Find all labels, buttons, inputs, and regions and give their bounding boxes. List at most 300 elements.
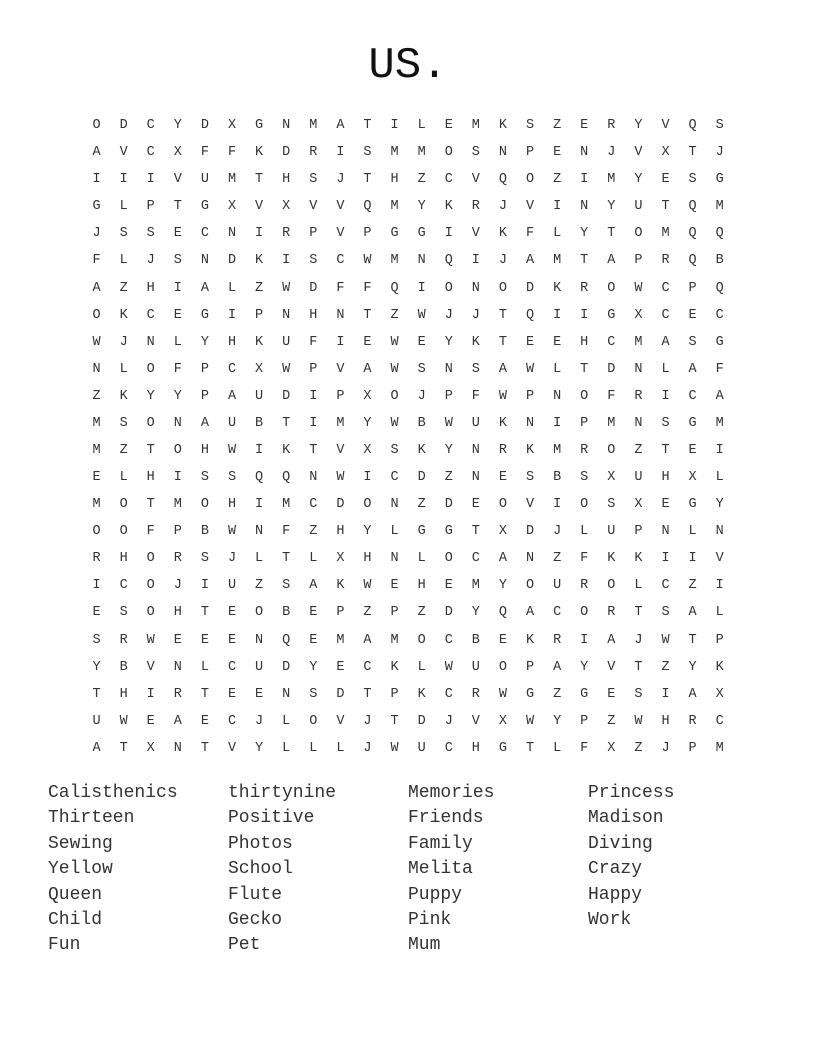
grid-cell: M — [336, 415, 345, 431]
grid-cell: D — [282, 659, 291, 675]
grid-row — [83, 356, 733, 383]
grid-cell: Y — [553, 713, 562, 729]
grid-cell: N — [661, 524, 670, 540]
grid-cell: J — [92, 226, 101, 242]
word-column — [48, 781, 228, 959]
grid-cell: T — [92, 686, 101, 702]
grid-cell: I — [92, 578, 101, 594]
grid-cell: C — [661, 578, 670, 594]
grid-cell: C — [227, 713, 237, 729]
grid-cell: I — [200, 578, 209, 594]
grid-cell: Z — [363, 605, 372, 621]
grid-cell: Y — [363, 524, 372, 540]
grid-cell: T — [580, 361, 589, 377]
grid-cell: N — [498, 145, 507, 161]
grid-cell: Z — [417, 605, 426, 621]
grid-cell: K — [498, 415, 507, 431]
grid-cell: P — [255, 307, 264, 323]
grid-cell: I — [282, 253, 291, 269]
grid-cell: Z — [309, 524, 318, 540]
grid-cell: E — [146, 713, 155, 729]
grid-cell: Y — [607, 199, 616, 215]
grid-cell: M — [282, 497, 291, 513]
grid-cell: P — [444, 388, 453, 404]
grid-cell: X — [688, 470, 697, 486]
grid-cell: T — [173, 199, 182, 215]
grid-cell: G — [200, 199, 209, 215]
grid-cell: Y — [417, 199, 426, 215]
grid-cell: X — [498, 713, 507, 729]
grid-cell: R — [580, 280, 589, 296]
grid-cell: O — [146, 578, 155, 594]
grid-cell: B — [715, 253, 724, 269]
grid-cell: F — [363, 280, 372, 296]
grid-cell: B — [471, 632, 480, 648]
grid-cell: O — [119, 497, 128, 513]
grid-cell: P — [634, 253, 643, 269]
grid-cell: C — [200, 226, 209, 242]
grid-cell: S — [525, 470, 535, 486]
grid-cell: K — [255, 253, 264, 269]
grid-row — [83, 302, 733, 329]
grid-cell: F — [607, 388, 616, 404]
grid-cell: Z — [553, 551, 562, 567]
word-item: Photos — [228, 833, 293, 854]
grid-cell: N — [471, 442, 480, 458]
grid-cell: A — [688, 605, 697, 621]
grid-cell: I — [255, 497, 264, 513]
grid-cell: U — [227, 578, 237, 594]
grid-cell: N — [255, 632, 264, 648]
grid-cell: W — [390, 740, 399, 756]
grid-cell: K — [607, 551, 616, 567]
grid-cell: G — [525, 686, 535, 702]
grid-cell: D — [444, 497, 453, 513]
grid-cell: K — [390, 659, 399, 675]
grid-cell: O — [92, 118, 101, 134]
grid-cell: M — [92, 497, 101, 513]
grid-cell: Q — [363, 199, 372, 215]
grid-cell: G — [417, 524, 426, 540]
grid-cell: A — [92, 145, 101, 161]
word-item: Thirteen — [48, 808, 135, 829]
word-list — [48, 781, 768, 959]
grid-cell: V — [336, 713, 345, 729]
grid-cell: E — [444, 578, 453, 594]
grid-cell: K — [498, 118, 507, 134]
word-item: Pet — [228, 935, 261, 956]
grid-cell: S — [282, 578, 291, 594]
grid-cell: O — [146, 605, 155, 621]
grid-cell: X — [255, 361, 264, 377]
grid-row — [83, 383, 733, 410]
grid-cell: P — [688, 740, 697, 756]
grid-cell: I — [553, 199, 562, 215]
grid-cell: W — [444, 659, 453, 675]
grid-cell: E — [525, 334, 535, 350]
grid-cell: O — [200, 497, 209, 513]
grid-cell: K — [119, 307, 128, 323]
grid-cell: V — [336, 361, 345, 377]
grid-cell: O — [119, 524, 128, 540]
word-item: Mum — [408, 935, 441, 956]
grid-cell: L — [417, 118, 426, 134]
grid-cell: U — [553, 578, 562, 594]
grid-cell: Z — [634, 442, 643, 458]
grid-cell: W — [92, 334, 101, 350]
grid-cell: W — [390, 361, 399, 377]
grid-cell: M — [607, 415, 616, 431]
grid-row — [83, 708, 733, 735]
grid-cell: Y — [363, 415, 372, 431]
grid-cell: O — [580, 605, 589, 621]
grid-cell: S — [146, 226, 155, 242]
grid-cell: Q — [282, 470, 291, 486]
grid-row — [83, 626, 733, 653]
grid-cell: O — [309, 713, 318, 729]
grid-cell: K — [255, 334, 264, 350]
grid-cell: N — [525, 415, 535, 431]
grid-cell: C — [661, 307, 670, 323]
grid-row — [83, 464, 733, 491]
grid-cell: V — [309, 199, 318, 215]
grid-cell: C — [146, 307, 155, 323]
grid-cell: N — [282, 686, 291, 702]
grid-cell: P — [715, 632, 724, 648]
grid-cell: X — [634, 497, 643, 513]
word-item: Yellow — [48, 859, 113, 880]
grid-cell: B — [119, 659, 128, 675]
grid-cell: C — [688, 388, 697, 404]
grid-cell: L — [309, 551, 318, 567]
grid-cell: X — [607, 740, 616, 756]
grid-cell: N — [553, 388, 562, 404]
grid-cell: R — [607, 605, 616, 621]
grid-cell: Q — [498, 605, 507, 621]
grid-cell: N — [173, 740, 182, 756]
grid-cell: O — [525, 578, 535, 594]
grid-cell: S — [715, 118, 724, 134]
grid-cell: W — [634, 713, 643, 729]
grid-cell: Q — [255, 470, 264, 486]
grid-cell: K — [282, 442, 291, 458]
grid-cell: H — [146, 280, 155, 296]
grid-cell: C — [715, 307, 724, 323]
grid-cell: F — [471, 388, 480, 404]
grid-cell: X — [363, 442, 372, 458]
word-item: Flute — [228, 884, 283, 905]
grid-cell: Z — [607, 713, 616, 729]
grid-cell: N — [92, 361, 101, 377]
grid-cell: O — [417, 632, 426, 648]
grid-cell: H — [282, 172, 291, 188]
grid-cell: F — [92, 253, 101, 269]
grid-cell: E — [173, 307, 182, 323]
grid-cell: C — [444, 172, 453, 188]
grid-cell: J — [417, 388, 426, 404]
grid-cell: O — [498, 280, 507, 296]
grid-cell: I — [580, 172, 589, 188]
grid-cell: J — [444, 713, 453, 729]
grid-cell: W — [363, 578, 372, 594]
grid-cell: K — [634, 551, 643, 567]
grid-cell: Z — [92, 388, 101, 404]
grid-cell: Q — [498, 172, 507, 188]
grid-row — [83, 274, 733, 301]
grid-cell: L — [282, 740, 291, 756]
grid-cell: M — [173, 497, 182, 513]
grid-cell: W — [634, 280, 643, 296]
grid-cell: P — [525, 145, 535, 161]
grid-cell: Y — [634, 118, 643, 134]
grid-cell: O — [92, 307, 101, 323]
grid-row — [83, 572, 733, 599]
grid-cell: I — [661, 686, 670, 702]
grid-cell: N — [444, 361, 453, 377]
grid-cell: L — [119, 199, 128, 215]
grid-cell: I — [309, 415, 318, 431]
grid-cell: K — [417, 686, 426, 702]
grid-cell: F — [282, 524, 291, 540]
grid-cell: T — [119, 740, 128, 756]
word-item: Calisthenics — [48, 783, 178, 803]
word-column — [228, 781, 408, 959]
grid-cell: I — [417, 280, 426, 296]
grid-cell: P — [173, 524, 182, 540]
grid-cell: H — [146, 470, 155, 486]
grid-cell: Z — [417, 497, 426, 513]
grid-cell: J — [336, 172, 345, 188]
grid-cell: M — [471, 578, 480, 594]
grid-cell: E — [200, 632, 209, 648]
grid-cell: R — [607, 118, 616, 134]
grid-cell: K — [444, 199, 453, 215]
grid-cell: C — [661, 280, 670, 296]
grid-cell: O — [92, 524, 101, 540]
grid-row — [83, 112, 733, 139]
grid-cell: V — [336, 199, 345, 215]
grid-cell: A — [553, 659, 562, 675]
grid-cell: S — [200, 551, 209, 567]
grid-cell: S — [661, 415, 670, 431]
grid-cell: H — [580, 334, 589, 350]
grid-cell: C — [227, 659, 237, 675]
grid-cell: W — [336, 470, 345, 486]
grid-cell: H — [173, 605, 182, 621]
grid-cell: S — [309, 172, 318, 188]
word-item: Friends — [408, 808, 484, 829]
grid-cell: Y — [173, 388, 182, 404]
grid-cell: N — [580, 199, 589, 215]
grid-cell: W — [498, 686, 507, 702]
grid-cell: Z — [255, 578, 264, 594]
grid-cell: A — [227, 388, 237, 404]
grid-cell: S — [173, 253, 182, 269]
grid-cell: P — [309, 361, 318, 377]
word-item: Puppy — [408, 884, 463, 905]
grid-cell: N — [634, 415, 643, 431]
grid-cell: H — [336, 524, 345, 540]
grid-row — [83, 166, 733, 193]
grid-cell: N — [309, 470, 318, 486]
grid-cell: U — [634, 199, 643, 215]
grid-cell: W — [282, 361, 291, 377]
grid-cell: I — [255, 226, 264, 242]
grid-cell: Z — [417, 172, 426, 188]
grid-cell: I — [309, 388, 318, 404]
grid-cell: Q — [282, 632, 291, 648]
grid-cell: E — [580, 118, 589, 134]
word-item: Family — [408, 833, 473, 854]
grid-cell: V — [173, 172, 182, 188]
grid-cell: M — [417, 145, 426, 161]
grid-cell: V — [525, 199, 535, 215]
grid-row — [83, 437, 733, 464]
grid-cell: H — [200, 442, 209, 458]
grid-cell: S — [471, 361, 480, 377]
grid-cell: I — [336, 145, 345, 161]
grid-cell: A — [309, 578, 318, 594]
grid-cell: V — [336, 442, 345, 458]
grid-row — [83, 220, 733, 247]
grid-cell: Q — [688, 226, 697, 242]
grid-cell: T — [282, 415, 291, 431]
grid-cell: Z — [119, 442, 128, 458]
grid-cell: Z — [553, 172, 562, 188]
grid-cell: Y — [309, 659, 318, 675]
grid-cell: N — [390, 497, 399, 513]
grid-cell: L — [227, 280, 237, 296]
grid-cell: E — [498, 632, 507, 648]
grid-row — [83, 518, 733, 545]
grid-cell: I — [146, 686, 155, 702]
grid-cell: Q — [390, 280, 399, 296]
grid-cell: L — [634, 578, 643, 594]
grid-cell: J — [715, 145, 724, 161]
grid-cell: C — [390, 470, 399, 486]
grid-cell: V — [525, 497, 535, 513]
grid-cell: C — [471, 551, 480, 567]
grid-cell: C — [119, 578, 128, 594]
grid-cell: E — [227, 605, 237, 621]
grid-cell: U — [255, 388, 264, 404]
grid-cell: P — [390, 605, 399, 621]
grid-cell: P — [336, 605, 345, 621]
grid-cell: Q — [715, 280, 724, 296]
word-item: Diving — [588, 833, 653, 854]
grid-cell: L — [661, 361, 670, 377]
grid-cell: I — [173, 470, 182, 486]
grid-cell: N — [173, 659, 182, 675]
word-item: Work — [588, 909, 632, 930]
grid-cell: N — [282, 118, 291, 134]
grid-row — [83, 735, 733, 762]
word-item: Queen — [48, 884, 103, 905]
grid-cell: A — [688, 686, 697, 702]
grid-cell: H — [390, 172, 399, 188]
grid-cell: C — [444, 632, 453, 648]
grid-cell: I — [255, 442, 264, 458]
grid-cell: O — [444, 551, 453, 567]
word-item: Melita — [408, 859, 473, 880]
grid-cell: O — [607, 442, 616, 458]
grid-cell: D — [309, 280, 318, 296]
grid-cell: D — [525, 524, 535, 540]
grid-cell: O — [146, 361, 155, 377]
grid-cell: M — [227, 172, 237, 188]
grid-cell: C — [146, 118, 155, 134]
grid-cell: B — [553, 470, 562, 486]
grid-cell: T — [363, 686, 372, 702]
grid-cell: S — [688, 334, 697, 350]
grid-cell: P — [688, 280, 697, 296]
grid-cell: N — [417, 253, 426, 269]
grid-cell: I — [688, 551, 697, 567]
grid-cell: L — [688, 524, 697, 540]
grid-cell: X — [498, 524, 507, 540]
grid-cell: P — [580, 415, 589, 431]
grid-cell: T — [363, 307, 372, 323]
grid-cell: J — [119, 334, 128, 350]
word-item: Fun — [48, 935, 81, 956]
grid-cell: J — [634, 632, 643, 648]
grid-cell: S — [525, 118, 535, 134]
grid-cell: M — [607, 172, 616, 188]
grid-cell: G — [200, 307, 209, 323]
grid-row — [83, 193, 733, 220]
grid-cell: L — [417, 551, 426, 567]
grid-cell: V — [471, 172, 480, 188]
grid-cell: A — [92, 740, 101, 756]
grid-cell: C — [553, 605, 562, 621]
grid-cell: K — [417, 442, 426, 458]
grid-cell: I — [580, 632, 589, 648]
grid-cell: Z — [119, 280, 128, 296]
grid-cell: N — [146, 334, 155, 350]
grid-cell: G — [498, 740, 507, 756]
grid-cell: O — [498, 497, 507, 513]
grid-row — [83, 599, 733, 626]
grid-cell: A — [525, 605, 535, 621]
grid-row — [83, 410, 733, 437]
grid-cell: E — [336, 659, 345, 675]
grid-cell: S — [363, 145, 372, 161]
grid-cell: T — [634, 605, 643, 621]
grid-cell: F — [309, 334, 318, 350]
grid-cell: S — [119, 226, 128, 242]
grid-cell: D — [336, 686, 345, 702]
grid-cell: L — [119, 470, 128, 486]
grid-cell: L — [715, 605, 724, 621]
grid-cell: W — [390, 334, 399, 350]
grid-cell: D — [525, 280, 535, 296]
grid-cell: T — [282, 551, 291, 567]
grid-cell: Z — [255, 280, 264, 296]
grid-cell: M — [92, 442, 101, 458]
grid-cell: X — [282, 199, 291, 215]
grid-cell: O — [607, 578, 616, 594]
grid-cell: M — [309, 118, 318, 134]
grid-cell: E — [471, 497, 480, 513]
grid-cell: F — [580, 740, 589, 756]
grid-cell: C — [227, 361, 237, 377]
grid-cell: V — [336, 226, 345, 242]
grid-cell: R — [309, 145, 318, 161]
grid-cell: P — [200, 361, 209, 377]
word-item: Pink — [408, 909, 452, 930]
grid-row — [83, 139, 733, 166]
grid-cell: R — [634, 388, 643, 404]
